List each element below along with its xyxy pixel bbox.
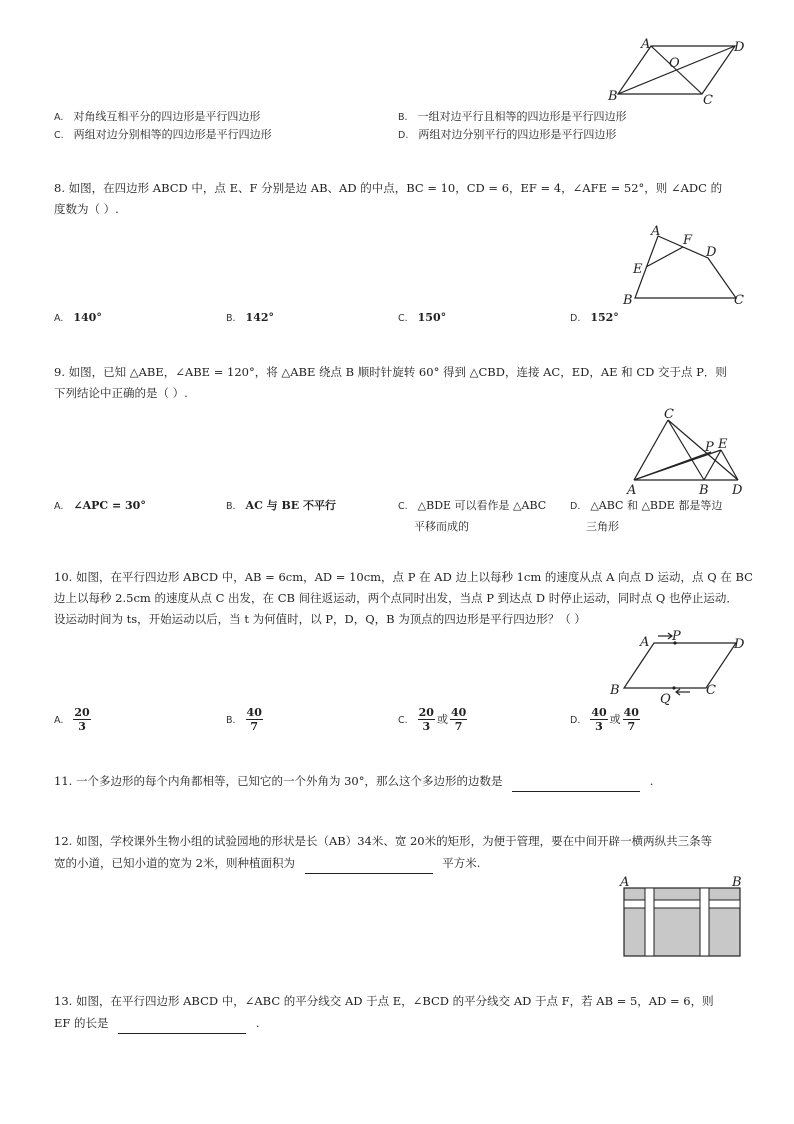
q8-label-c: C [734,293,744,307]
q9-label-p: P [705,440,714,455]
fraction: $\frac{40}{3}$ [591,706,607,733]
q12-figure [614,874,748,960]
q13-stem: 13. 如图，在平行四边形 ABCD 中，∠ABC 的平分线交 AD 于点 E，∠BCD 的平分线交 AD 于点 F，若 AB = 5，AD = 6，则 EF 的长是 . [54,991,754,1034]
q10-label-c: C [706,683,716,698]
fraction: $\frac{20}{3}$ [74,706,90,733]
fraction: $\frac{40}{7}$ [246,706,262,733]
q7-label-o: O [669,56,680,71]
q10-option-a[interactable]: A. $\frac{20}{3}$ [54,706,90,733]
q8-option-a[interactable]: A. 140° [54,311,102,324]
q9-label-e: E [718,437,728,452]
q7-option-d[interactable]: D. 两组对边分别平行的四边形是平行四边形 [398,128,617,141]
q8-figure [618,222,748,307]
q8-label-d: D [706,245,717,260]
q12-answer-blank[interactable] [305,852,433,874]
fraction: $\frac{40}{7}$ [623,706,639,733]
q9-stem: 9. 如图，已知 △ABE，∠ABE = 120°，将 △ABE 绕点 B 顺时针旋转 60° 得到 △CBD，连接 AC，ED，AE 和 CD 交于点 P．则 下列结论中正确的是（ ）. [54,365,727,400]
q8-label-a: A [651,224,661,239]
q9-label-c: C [664,407,674,422]
q10-label-q: Q [660,692,671,707]
q7-option-b[interactable]: B. 一组对边平行且相等的四边形是平行四边形 [398,110,627,123]
q9-label-b: B [699,483,709,496]
q10-label-d: D [734,637,745,652]
q10-option-c[interactable]: C. $\frac{20}{3}$ 或 $\frac{40}{7}$ [398,706,467,733]
q7-option-a[interactable]: A. 对角线互相平分的四边形是平行四边形 [54,110,261,123]
q8-label-e: E [633,262,643,277]
q8-stem: 8. 如图，在四边形 ABCD 中，点 E、F 分别是边 AB、AD 的中点，BC = 10，CD = 6，EF = 4，∠AFE = 52°，则 ∠ADC 的 度数为（ ）. [54,181,723,216]
q7-label-c: C [703,93,713,106]
fraction: $\frac{40}{7}$ [450,706,467,733]
q8-label-b: B [623,293,633,307]
q9-option-a[interactable]: A. ∠APC = 30° [54,499,146,512]
fraction: $\frac{20}{3}$ [418,706,434,733]
q12-label-a: A [620,875,630,890]
q9-option-d[interactable]: D. △ABC 和 △BDE 都是等边 三角形 [570,499,723,533]
q7-label-b: B [608,89,618,104]
q8-option-b[interactable]: B. 142° [226,311,275,324]
q7-label-d: D [734,40,745,55]
q13-answer-blank[interactable] [118,1012,246,1034]
q11-stem: 11. 一个多边形的每个内角都相等，已知它的一个外角为 30°，那么这个多边形的边数是 . [54,770,653,792]
q8-label-f: F [683,233,693,248]
q12-stem: 12. 如图，学校课外生物小组的试验园地的形状是长（AB）34米、宽 20米的矩形，为便于管理，要在中间开辟一横两纵共三条等 宽的小道，已知小道的宽为 2米，则种植面积为 平方米. [54,831,754,874]
q8-option-c[interactable]: C. 150° [398,311,447,324]
q10-label-b: B [610,683,620,698]
q7-label-a: A [641,37,651,52]
q10-label-a: A [640,635,650,650]
q9-option-c[interactable]: C. △BDE 可以看作是 △ABC 平移而成的 [398,499,547,533]
q7-option-c[interactable]: C. 两组对边分别相等的四边形是平行四边形 [54,128,272,141]
q11-answer-blank[interactable] [512,770,640,792]
q9-label-d: D [732,483,743,496]
q9-option-b[interactable]: B. AC 与 BE 不平行 [226,499,337,512]
q10-label-p: P [672,629,681,644]
q10-figure [608,628,748,708]
q10-option-b[interactable]: B. $\frac{40}{7}$ [226,706,262,733]
q10-stem: 10. 如图，在平行四边形 ABCD 中，AB = 6cm，AD = 10cm，点 P 在 AD 边上以每秒 1cm 的速度从点 A 向点 D 运动，点 Q 在 BC 边上以每秒 2.5cm 的速度从点 C 出发，在 CB 间往返运动，两个点同时出发，当点 P 到达点 D 时停止运动，同时点 Q 也停止运动． 设运动时间为 ts，开始运动以后，当 t 为何值时，以 P，D，Q，B 为顶点的四边形是平行四边形？（ ） [54,570,753,626]
q8-option-d[interactable]: D. 152° [570,311,619,324]
q9-label-a: A [627,483,637,496]
q12-label-b: B [732,875,742,890]
q10-option-d[interactable]: D. $\frac{40}{3}$ 或 $\frac{40}{7}$ [570,706,639,733]
q9-figure [622,404,752,496]
q7-figure [605,36,750,106]
